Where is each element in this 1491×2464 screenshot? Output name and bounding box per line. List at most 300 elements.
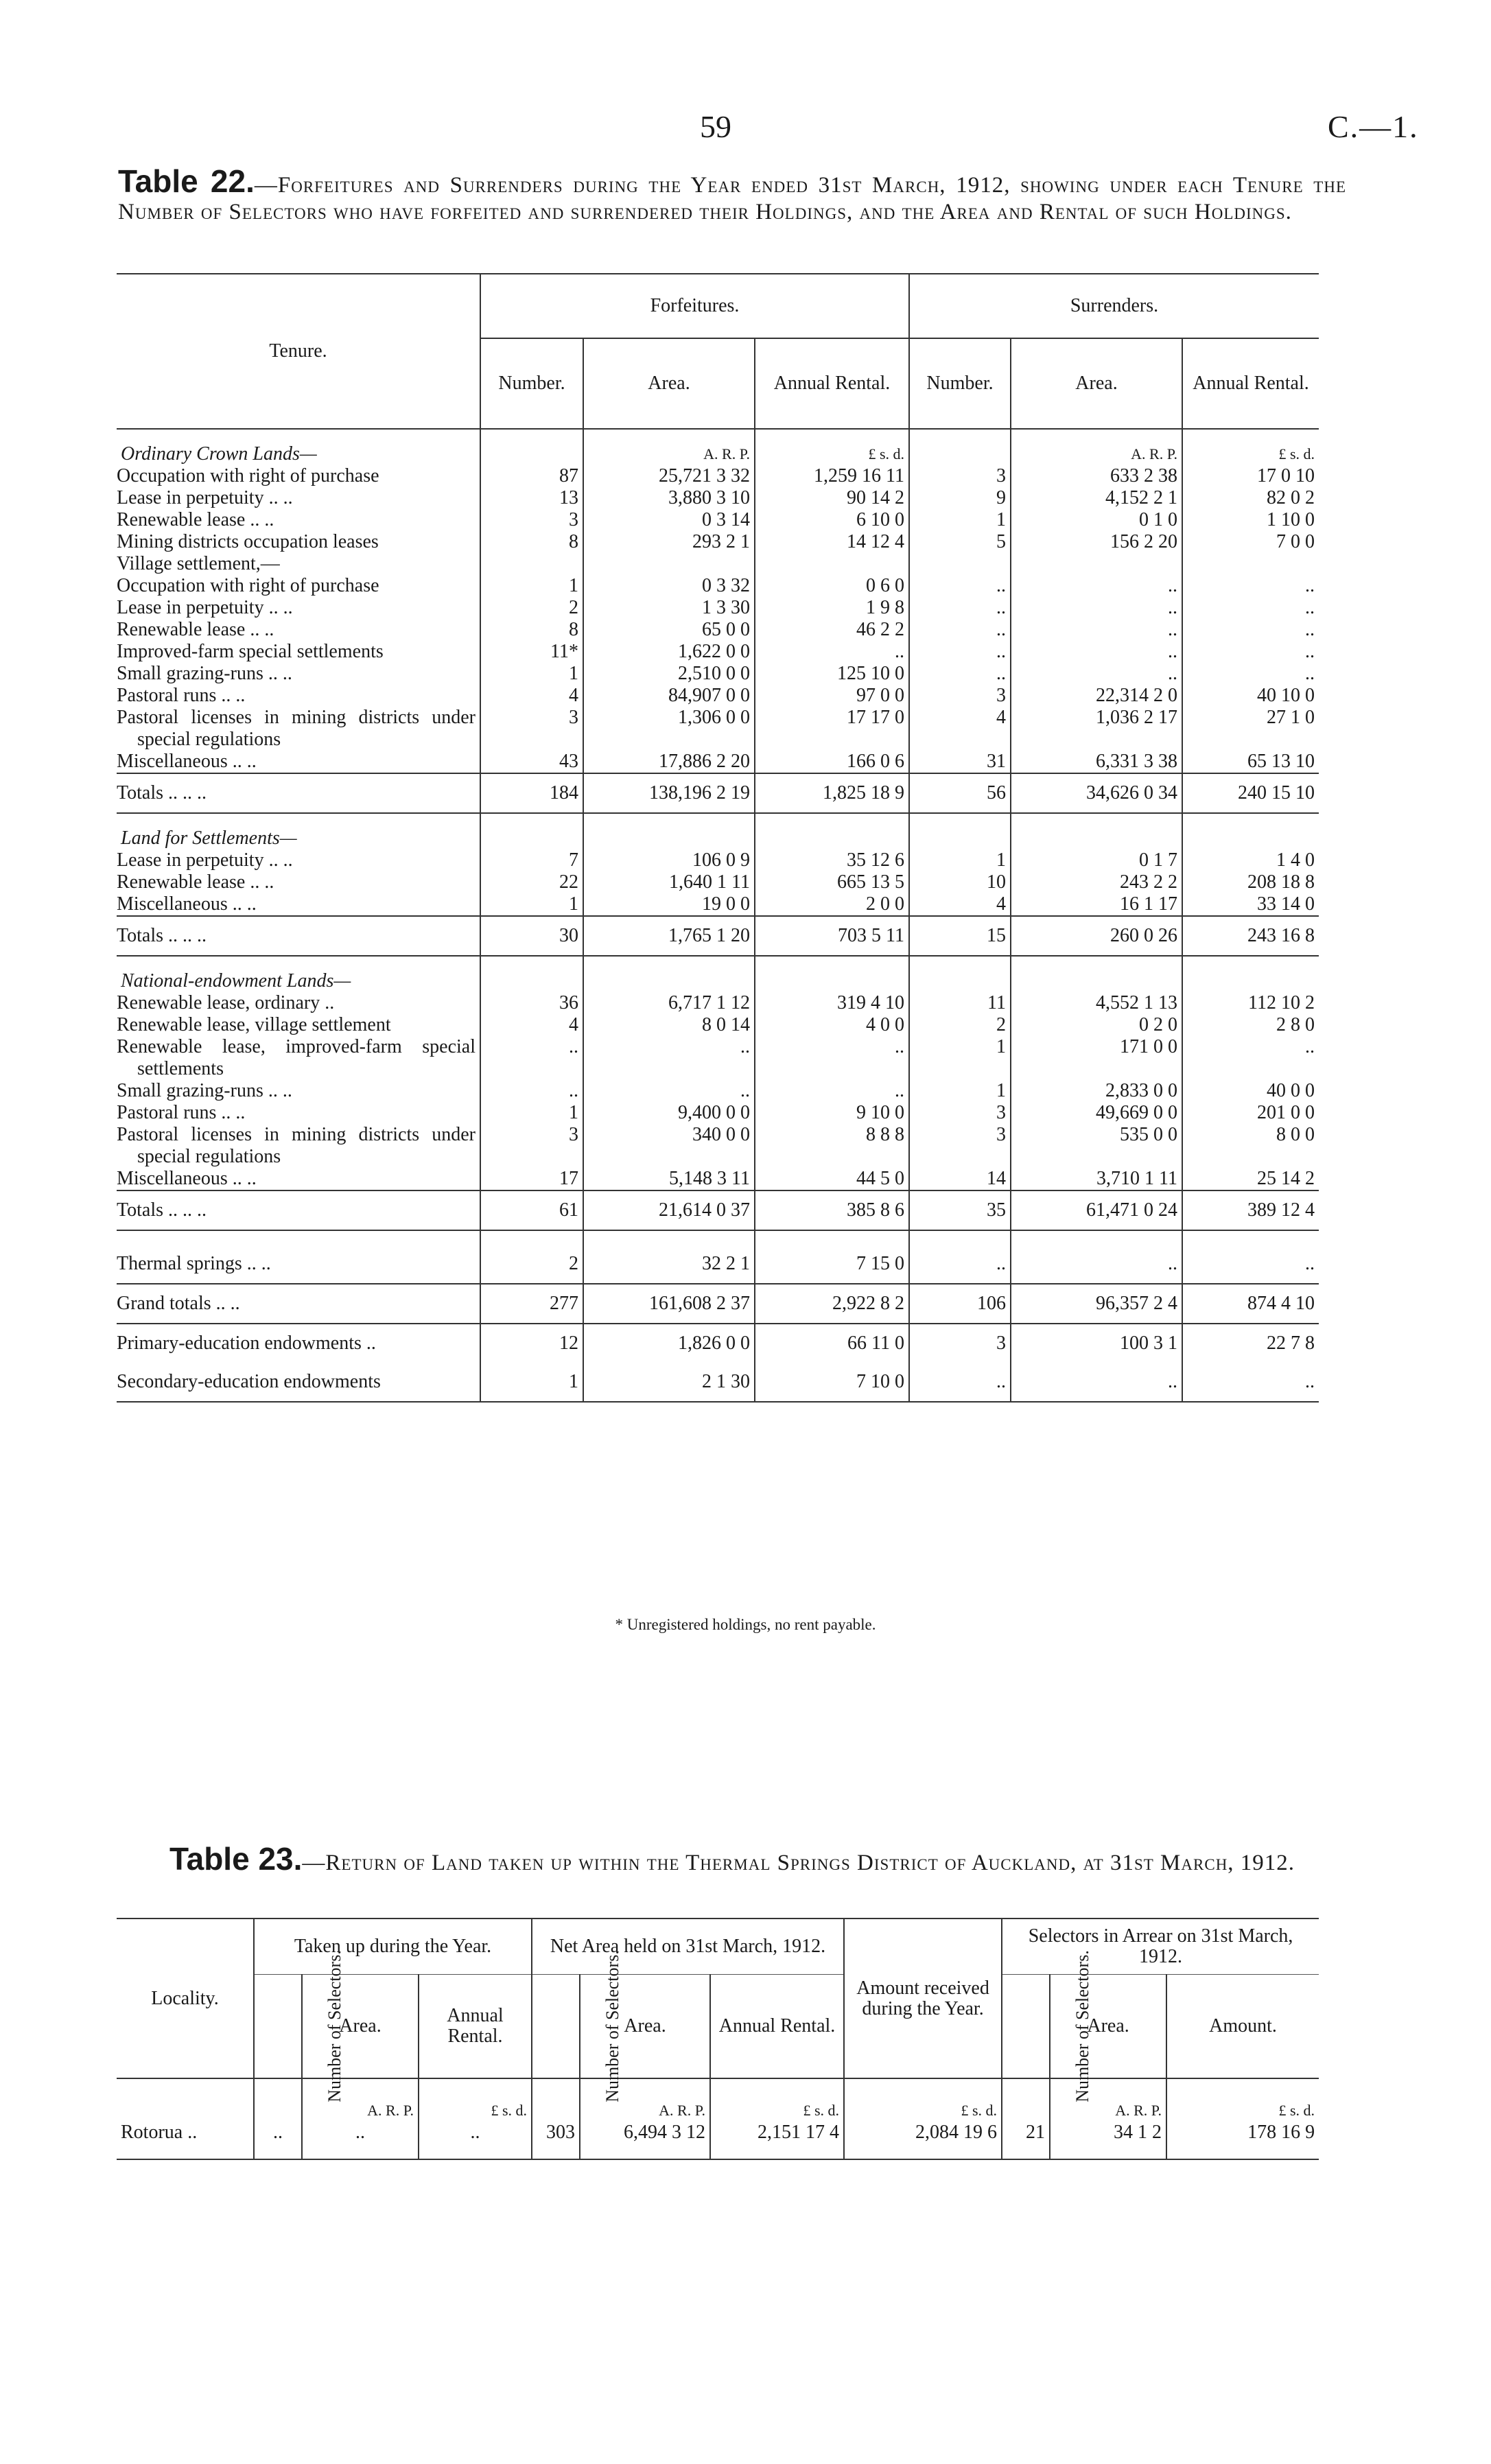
cell-f-num: 277	[480, 1284, 583, 1324]
cell-f-rent: 703 5 11	[755, 916, 909, 956]
cell-s-rent: 82 0 2	[1182, 487, 1319, 509]
row-label: Occupation with right of purchase	[117, 575, 379, 596]
cell-f-area: 1,826 0 0	[583, 1324, 755, 1363]
cell-f-area: 17,886 2 20	[583, 751, 755, 773]
row-label: Renewable lease .. ..	[117, 619, 274, 640]
row-label: Totals .. .. ..	[117, 1190, 480, 1230]
cell-f-rent: 319 4 10	[755, 992, 909, 1014]
cell-f-num	[480, 553, 583, 575]
cell-f-rent: 7 10 0	[755, 1363, 909, 1402]
row-label: Miscellaneous .. ..	[117, 893, 257, 915]
cell-s-area: ..	[1011, 663, 1182, 685]
cell-s-rent: 874 4 10	[1182, 1284, 1319, 1324]
cell-s-num: 3	[909, 1124, 1011, 1168]
cell-f-area: 8 0 14	[583, 1014, 755, 1036]
cell-s-area: 16 1 17	[1011, 893, 1182, 916]
cell-s-area: ..	[1011, 597, 1182, 619]
units-label: £ s. d.	[1182, 443, 1319, 465]
empty-cell	[1011, 970, 1182, 992]
section-title-row	[117, 828, 1319, 849]
cell-f-rent: 6 10 0	[755, 509, 909, 531]
cell-s-area: 1,036 2 17	[1011, 707, 1182, 751]
table22	[117, 273, 1319, 1403]
table-row	[117, 641, 1319, 663]
cell-s-rent: 17 0 10	[1182, 465, 1319, 487]
cell-f-area: 106 0 9	[583, 849, 755, 871]
empty-cell	[480, 443, 583, 465]
totals-row	[117, 773, 1319, 813]
row-label: Totals .. .. ..	[117, 916, 480, 956]
cell-f-rent: 166 0 6	[755, 751, 909, 773]
cell-s-num: 31	[909, 751, 1011, 773]
cell-s-area: 100 3 1	[1011, 1324, 1182, 1363]
cell-s-area: 49,669 0 0	[1011, 1102, 1182, 1124]
empty-cell	[909, 970, 1011, 992]
header-f-number: Number.	[480, 338, 583, 429]
empty-cell	[1011, 828, 1182, 849]
cell-s-area: 2,833 0 0	[1011, 1080, 1182, 1102]
row-label: Secondary-education endowments	[117, 1371, 381, 1392]
t23-a-num: 21	[1002, 2122, 1050, 2159]
cell-s-num: 14	[909, 1168, 1011, 1190]
cell-s-rent: 65 13 10	[1182, 751, 1319, 773]
cell-f-num: 61	[480, 1190, 583, 1230]
cell-f-area: 340 0 0	[583, 1124, 755, 1168]
cell-s-rent: 33 14 0	[1182, 893, 1319, 916]
cell-f-num: 36	[480, 992, 583, 1014]
t23-units-row	[117, 2078, 1319, 2122]
cell-s-num: ..	[909, 663, 1011, 685]
cell-f-num: 11*	[480, 641, 583, 663]
row-label: Renewable lease, improved-farm special settlements	[117, 1036, 476, 1079]
cell-s-num: 3	[909, 685, 1011, 707]
cell-s-area: ..	[1011, 575, 1182, 597]
t23-a-amount: 178 16 9	[1166, 2122, 1319, 2159]
cell-f-rent: 66 11 0	[755, 1324, 909, 1363]
cell-f-rent: 125 10 0	[755, 663, 909, 685]
cell-s-num: 1	[909, 849, 1011, 871]
empty-cell	[1182, 970, 1319, 992]
cell-f-rent: 1,259 16 11	[755, 465, 909, 487]
cell-s-rent: 40 0 0	[1182, 1080, 1319, 1102]
row-label: Mining districts occupation leases	[117, 531, 379, 552]
empty-cell	[583, 828, 755, 849]
cell-s-area: ..	[1011, 619, 1182, 641]
cell-s-num	[909, 553, 1011, 575]
table-row	[117, 597, 1319, 619]
table-row	[117, 849, 1319, 871]
cell-f-num: 1	[480, 893, 583, 916]
units-row	[117, 443, 1319, 465]
cell-f-num: 87	[480, 465, 583, 487]
empty-cell	[755, 970, 909, 992]
cell-f-area: 84,907 0 0	[583, 685, 755, 707]
empty-cell	[1182, 828, 1319, 849]
cell-f-area: 65 0 0	[583, 619, 755, 641]
row-label: Renewable lease, village settlement	[117, 1014, 391, 1035]
cell-s-area: 6,331 3 38	[1011, 751, 1182, 773]
table-row	[117, 531, 1319, 553]
cell-f-area: 5,148 3 11	[583, 1168, 755, 1190]
cell-f-area: 138,196 2 19	[583, 773, 755, 813]
cell-f-area	[583, 553, 755, 575]
t23-units-area: A. R. P.	[302, 2078, 419, 2122]
cell-s-num: 4	[909, 893, 1011, 916]
cell-f-rent: ..	[755, 1080, 909, 1102]
t23-units-amount: £ s. d.	[1166, 2078, 1319, 2122]
empty-cell	[909, 828, 1011, 849]
cell-f-rent: 44 5 0	[755, 1168, 909, 1190]
cell-f-area: 0 3 32	[583, 575, 755, 597]
cell-s-rent: 2 8 0	[1182, 1014, 1319, 1036]
cell-s-num: 3	[909, 1324, 1011, 1363]
table-row	[117, 575, 1319, 597]
row-label: Village settlement,—	[117, 553, 280, 574]
row-label: Occupation with right of purchase	[117, 465, 379, 486]
cell-s-area: 96,357 2 4	[1011, 1284, 1182, 1324]
cell-f-num: 7	[480, 849, 583, 871]
cell-f-rent: 1,825 18 9	[755, 773, 909, 813]
cell-f-rent: 665 13 5	[755, 871, 909, 893]
cell-s-area: 0 2 0	[1011, 1014, 1182, 1036]
cell-f-num: 17	[480, 1168, 583, 1190]
t23-header-a-amount: Amount.	[1166, 1975, 1319, 2079]
cell-f-num: 184	[480, 773, 583, 813]
units-label: £ s. d.	[755, 443, 909, 465]
cell-f-area: 25,721 3 32	[583, 465, 755, 487]
cell-f-area: 1,622 0 0	[583, 641, 755, 663]
cell-s-rent: 22 7 8	[1182, 1324, 1319, 1363]
cell-f-num: 4	[480, 1014, 583, 1036]
cell-s-num: 56	[909, 773, 1011, 813]
table-row	[117, 893, 1319, 916]
row-label: Pastoral runs .. ..	[117, 685, 246, 706]
cell-f-rent: ..	[755, 641, 909, 663]
cell-s-rent: 1 10 0	[1182, 509, 1319, 531]
row-label: Renewable lease .. ..	[117, 871, 274, 893]
empty-cell	[583, 970, 755, 992]
t23-units-area: A. R. P.	[1050, 2078, 1166, 2122]
cell-f-rent: 14 12 4	[755, 531, 909, 553]
header-tenure: Tenure.	[117, 274, 480, 429]
cell-s-rent: ..	[1182, 1036, 1319, 1080]
cell-f-rent: 385 8 6	[755, 1190, 909, 1230]
cell-s-area: 4,152 2 1	[1011, 487, 1182, 509]
table-row	[117, 1080, 1319, 1102]
section-title: Land for Settlements—	[121, 828, 297, 849]
cell-s-area: 260 0 26	[1011, 916, 1182, 956]
cell-s-num: 11	[909, 992, 1011, 1014]
cell-s-rent: ..	[1182, 575, 1319, 597]
cell-f-num: 8	[480, 531, 583, 553]
cell-f-num: ..	[480, 1036, 583, 1080]
t23-header-t-rent: Annual Rental.	[419, 1975, 532, 2079]
header-f-area: Area.	[583, 338, 755, 429]
cell-f-area: 21,614 0 37	[583, 1190, 755, 1230]
table-row	[117, 1036, 1319, 1080]
table23	[117, 1918, 1319, 2160]
cell-f-area: 293 2 1	[583, 531, 755, 553]
table23-label: Table 23.	[169, 1841, 303, 1877]
cell-f-rent: 17 17 0	[755, 707, 909, 751]
cell-f-num: 2	[480, 597, 583, 619]
cell-s-num: ..	[909, 619, 1011, 641]
table-row	[117, 509, 1319, 531]
cell-f-num: 1	[480, 575, 583, 597]
cell-f-area: 6,717 1 12	[583, 992, 755, 1014]
cell-f-num: 3	[480, 707, 583, 751]
cell-s-rent: 201 0 0	[1182, 1102, 1319, 1124]
cell-f-rent: 7 15 0	[755, 1245, 909, 1284]
cell-s-rent: 27 1 0	[1182, 707, 1319, 751]
row-label: Lease in perpetuity .. ..	[117, 849, 293, 871]
spacer-row	[117, 956, 1319, 970]
cell-s-area: 535 0 0	[1011, 1124, 1182, 1168]
empty-cell	[755, 828, 909, 849]
spacer-row	[117, 1230, 1319, 1245]
totals-row	[117, 1190, 1319, 1230]
cell-f-rent: ..	[755, 1036, 909, 1080]
cell-s-area: 61,471 0 24	[1011, 1190, 1182, 1230]
cell-s-area	[1011, 553, 1182, 575]
cell-s-area: 3,710 1 11	[1011, 1168, 1182, 1190]
cell-s-rent: ..	[1182, 597, 1319, 619]
cell-s-rent: ..	[1182, 1363, 1319, 1402]
table22-label: Table 22.	[118, 163, 255, 199]
row-label: Thermal springs .. ..	[117, 1253, 271, 1274]
cell-s-area: 0 1 7	[1011, 849, 1182, 871]
table-row	[117, 707, 1319, 751]
table-row	[117, 1168, 1319, 1190]
cell-s-area: 34,626 0 34	[1011, 773, 1182, 813]
cell-f-num: 30	[480, 916, 583, 956]
series-code: C.—1.	[1328, 109, 1419, 144]
t23-units-amount-received: £ s. d.	[844, 2078, 1002, 2122]
cell-f-area: 3,880 3 10	[583, 487, 755, 509]
units-label: A. R. P.	[1011, 443, 1182, 465]
table22-caption	[118, 163, 1346, 226]
cell-s-num: 4	[909, 707, 1011, 751]
t23-units-rent: £ s. d.	[710, 2078, 844, 2122]
t23-header-n-area: Area.	[580, 1975, 710, 2079]
t23-a-area: 34 1 2	[1050, 2122, 1166, 2159]
spacer-row	[117, 429, 1319, 443]
section-title: National-endowment Lands—	[121, 970, 351, 992]
t23-row-rotorua	[117, 2122, 1319, 2159]
cell-f-num: 3	[480, 1124, 583, 1168]
t23-header-locality: Locality.	[117, 1919, 254, 2078]
table-row	[117, 871, 1319, 893]
cell-f-rent: 97 0 0	[755, 685, 909, 707]
cell-s-num: ..	[909, 641, 1011, 663]
t23-t-area: ..	[302, 2122, 419, 2159]
cell-f-area: 2 1 30	[583, 1363, 755, 1402]
cell-f-area: ..	[583, 1080, 755, 1102]
cell-s-num: ..	[909, 597, 1011, 619]
table-row	[117, 1102, 1319, 1124]
cell-s-num: 3	[909, 465, 1011, 487]
cell-s-area: 22,314 2 0	[1011, 685, 1182, 707]
t23-header-t-num: Number of Selectors.	[254, 1975, 302, 2079]
cell-s-rent: 1 4 0	[1182, 849, 1319, 871]
t23-locality: Rotorua ..	[121, 2122, 198, 2143]
cell-s-rent: ..	[1182, 1245, 1319, 1284]
cell-f-num: 3	[480, 509, 583, 531]
cell-f-rent: 4 0 0	[755, 1014, 909, 1036]
cell-s-rent: 8 0 0	[1182, 1124, 1319, 1168]
header-s-number: Number.	[909, 338, 1011, 429]
cell-f-num: 8	[480, 619, 583, 641]
cell-f-rent: 90 14 2	[755, 487, 909, 509]
t23-n-area: 6,494 3 12	[580, 2122, 710, 2159]
cell-s-num: 2	[909, 1014, 1011, 1036]
cell-f-area: 161,608 2 37	[583, 1284, 755, 1324]
t23-amount-received: 2,084 19 6	[844, 2122, 1002, 2159]
cell-s-rent: ..	[1182, 663, 1319, 685]
cell-s-num: 3	[909, 1102, 1011, 1124]
primary-row	[117, 1324, 1319, 1363]
header-s-area: Area.	[1011, 338, 1182, 429]
cell-s-rent: 112 10 2	[1182, 992, 1319, 1014]
row-label: Small grazing-runs .. ..	[117, 663, 292, 684]
cell-f-rent: 46 2 2	[755, 619, 909, 641]
cell-s-rent: ..	[1182, 641, 1319, 663]
cell-s-num: 10	[909, 871, 1011, 893]
table23-title: —Return of Land taken up within the Thermal Springs District of Auckland, at 31st March, 1912.	[302, 1851, 1295, 1875]
empty-cell	[909, 443, 1011, 465]
cell-f-num: 1	[480, 1102, 583, 1124]
header-f-rental: Annual Rental.	[755, 338, 909, 429]
cell-s-area: 243 2 2	[1011, 871, 1182, 893]
cell-s-area: 0 1 0	[1011, 509, 1182, 531]
cell-s-rent: 7 0 0	[1182, 531, 1319, 553]
row-label: Renewable lease, ordinary ..	[117, 992, 335, 1013]
row-label: Renewable lease .. ..	[117, 509, 274, 530]
row-label: Lease in perpetuity .. ..	[117, 487, 293, 508]
row-label: Totals .. .. ..	[117, 773, 480, 813]
units-label: A. R. P.	[583, 443, 755, 465]
cell-s-area: 4,552 1 13	[1011, 992, 1182, 1014]
section-title-row	[117, 970, 1319, 992]
cell-f-rent	[755, 553, 909, 575]
table-row	[117, 487, 1319, 509]
header-surrenders: Surrenders.	[909, 274, 1319, 338]
cell-s-area: ..	[1011, 1245, 1182, 1284]
cell-s-num: ..	[909, 1245, 1011, 1284]
cell-f-area: 1 3 30	[583, 597, 755, 619]
cell-f-area: 1,765 1 20	[583, 916, 755, 956]
cell-f-rent: 8 8 8	[755, 1124, 909, 1168]
cell-s-area: 171 0 0	[1011, 1036, 1182, 1080]
t23-header-a-area: Area.	[1050, 1975, 1166, 2079]
t23-n-num: 303	[532, 2122, 580, 2159]
cell-s-area: ..	[1011, 641, 1182, 663]
t23-units-rent: £ s. d.	[419, 2078, 532, 2122]
cell-f-rent: 2 0 0	[755, 893, 909, 916]
cell-s-num: 9	[909, 487, 1011, 509]
t23-header-n-num: Number of Selectors.	[532, 1975, 580, 2079]
t23-header-arrear: Selectors in Arrear on 31st March, 1912.	[1002, 1919, 1319, 1975]
cell-s-rent: 389 12 4	[1182, 1190, 1319, 1230]
t23-n-rent: 2,151 17 4	[710, 2122, 844, 2159]
table-row	[117, 685, 1319, 707]
cell-s-rent	[1182, 553, 1319, 575]
cell-f-num: ..	[480, 1080, 583, 1102]
table-row	[117, 992, 1319, 1014]
cell-f-num: 1	[480, 663, 583, 685]
cell-s-num: 106	[909, 1284, 1011, 1324]
cell-f-area: 1,306 0 0	[583, 707, 755, 751]
t23-t-rent: ..	[419, 2122, 532, 2159]
cell-s-area: 156 2 20	[1011, 531, 1182, 553]
cell-s-rent: 240 15 10	[1182, 773, 1319, 813]
row-label: Grand totals .. ..	[117, 1284, 480, 1324]
cell-f-area: 9,400 0 0	[583, 1102, 755, 1124]
row-label: Pastoral licenses in mining districts under special regulations	[117, 1124, 476, 1167]
row-label: Small grazing-runs .. ..	[117, 1080, 292, 1101]
cell-f-rent: 2,922 8 2	[755, 1284, 909, 1324]
empty-cell	[480, 828, 583, 849]
cell-s-num: 1	[909, 1036, 1011, 1080]
cell-s-num: 35	[909, 1190, 1011, 1230]
footnote: * Unregistered holdings, no rent payable.	[615, 1616, 876, 1633]
t23-header-taken-up: Taken up during the Year.	[254, 1919, 532, 1975]
spacer-row	[117, 813, 1319, 828]
cell-s-num: 1	[909, 1080, 1011, 1102]
secondary-row	[117, 1363, 1319, 1402]
thermal-row	[117, 1245, 1319, 1284]
table-row	[117, 1014, 1319, 1036]
cell-s-area: ..	[1011, 1363, 1182, 1402]
cell-f-area: 32 2 1	[583, 1245, 755, 1284]
row-label: Miscellaneous .. ..	[117, 1168, 257, 1189]
table-row	[117, 619, 1319, 641]
t23-units-area: A. R. P.	[580, 2078, 710, 2122]
cell-f-area: ..	[583, 1036, 755, 1080]
table22-body	[117, 429, 1319, 1402]
header-s-rental: Annual Rental.	[1182, 338, 1319, 429]
cell-s-rent: 208 18 8	[1182, 871, 1319, 893]
cell-f-rent: 9 10 0	[755, 1102, 909, 1124]
table-row	[117, 663, 1319, 685]
cell-s-num: ..	[909, 1363, 1011, 1402]
table23-caption	[118, 1841, 1346, 1877]
cell-s-num: 5	[909, 531, 1011, 553]
grand-total-row	[117, 1284, 1319, 1324]
t23-header-a-num: Number of Selectors.	[1002, 1975, 1050, 2079]
cell-s-rent: 40 10 0	[1182, 685, 1319, 707]
cell-f-num: 2	[480, 1245, 583, 1284]
cell-s-rent: 25 14 2	[1182, 1168, 1319, 1190]
cell-f-num: 43	[480, 751, 583, 773]
cell-f-num: 1	[480, 1363, 583, 1402]
cell-f-area: 2,510 0 0	[583, 663, 755, 685]
header-forfeitures: Forfeitures.	[480, 274, 909, 338]
empty-cell	[480, 970, 583, 992]
t23-header-amount-received: Amount received during the Year.	[844, 1919, 1002, 2078]
t23-t-num: ..	[254, 2122, 302, 2159]
section-title: Ordinary Crown Lands—	[121, 443, 317, 465]
cell-f-rent: 0 6 0	[755, 575, 909, 597]
table-row	[117, 1124, 1319, 1168]
row-label: Improved-farm special settlements	[117, 641, 384, 662]
row-label: Miscellaneous .. ..	[117, 751, 257, 772]
cell-s-num: 15	[909, 916, 1011, 956]
cell-f-num: 4	[480, 685, 583, 707]
table-row	[117, 751, 1319, 773]
cell-s-rent: 243 16 8	[1182, 916, 1319, 956]
page-number: 59	[700, 109, 731, 144]
